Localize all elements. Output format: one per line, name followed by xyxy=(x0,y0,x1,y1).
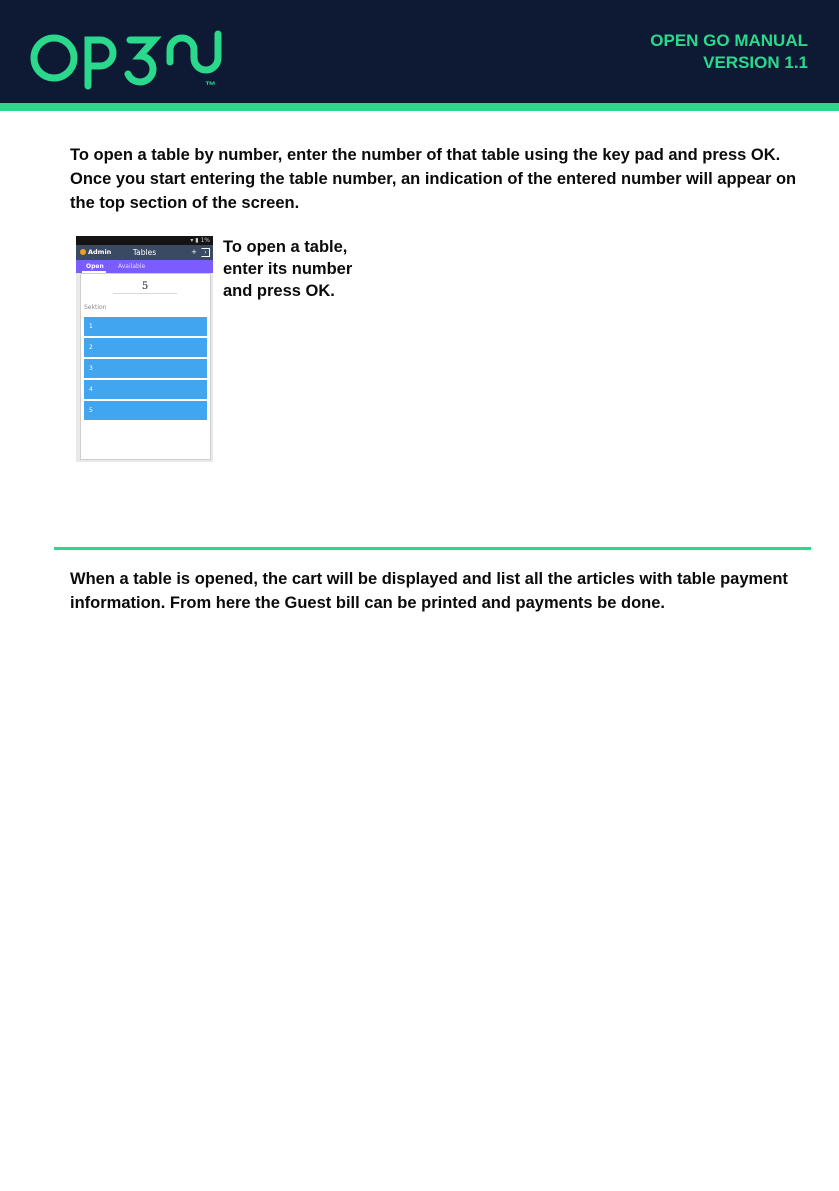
manual-title-line1: OPEN GO MANUAL xyxy=(650,31,808,50)
header-accent-band xyxy=(0,103,839,111)
tab-open: Open xyxy=(86,263,104,270)
section-label: Sektion xyxy=(84,304,107,311)
table-row: 1 xyxy=(84,317,207,336)
trademark-mark: ™ xyxy=(205,80,217,92)
manual-version: VERSION 1.1 xyxy=(703,53,808,72)
open-logo xyxy=(30,28,225,90)
user-name: Admin xyxy=(88,248,112,256)
app-bar xyxy=(76,245,213,260)
table-row: 2 xyxy=(84,338,207,357)
manual-title xyxy=(650,30,808,74)
status-icons: ▾ ▮ 1% xyxy=(190,237,210,244)
entered-number-display: 5 xyxy=(113,281,177,294)
tab-bar xyxy=(76,260,213,273)
table-row: 5 xyxy=(84,401,207,420)
screenshot-caption: To open a table, enter its number and press OK. xyxy=(223,238,353,300)
exit-icon: › xyxy=(201,248,210,257)
status-bar xyxy=(76,236,213,245)
table-row: 3 xyxy=(84,359,207,378)
page-header xyxy=(0,0,839,103)
add-icon: + xyxy=(191,248,197,256)
table-row: 4 xyxy=(84,380,207,399)
tables-screen-screenshot xyxy=(76,236,213,462)
tab-available: Available xyxy=(118,263,146,270)
instruction-paragraph: To open a table by number, enter the number of that table using the key pad and press OK. Once you start entering the table number, an indication of the entered number will appear on the top section of the screen. xyxy=(70,146,797,212)
section-divider xyxy=(54,547,811,550)
screen-title: Tables xyxy=(132,248,157,257)
tables-list-card xyxy=(80,273,211,460)
cart-paragraph: When a table is opened, the cart will be displayed and list all the articles with table payment information. From here the Guest bill can be printed and payments be done. xyxy=(70,570,788,612)
